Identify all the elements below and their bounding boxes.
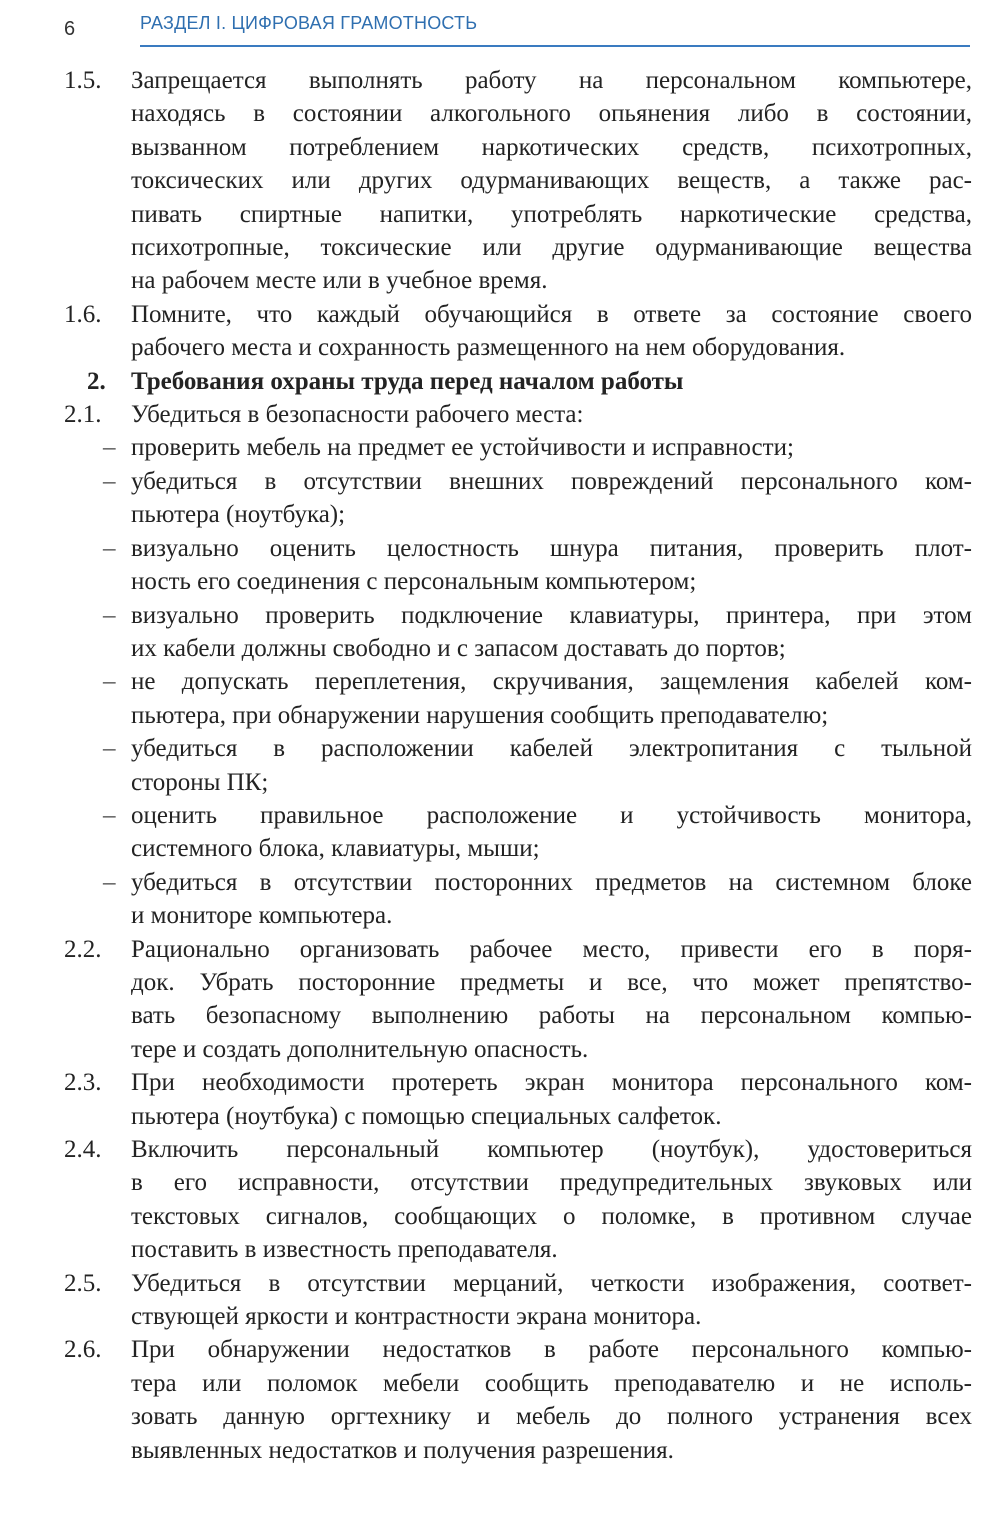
list-item xyxy=(0,599,1000,666)
numbered-item xyxy=(0,933,1000,1067)
list-item xyxy=(0,532,1000,599)
text-line: токсических или других одурманивающих веществ, а также рас- xyxy=(131,167,972,195)
text-line: зовать данную оргтехнику и мебель до полного устранения всех xyxy=(131,1403,972,1431)
text-line: пьютера (ноутбука); xyxy=(131,501,346,529)
text-line: При обнаружении недостатков в работе персонального компью- xyxy=(131,1336,972,1364)
item-number: 1.5. xyxy=(64,67,102,94)
text-line: убедиться в отсутствии посторонних предметов на системном блоке xyxy=(131,868,972,896)
text-line: вать безопасному выполнению работы на персональном компью- xyxy=(131,1002,972,1030)
numbered-item xyxy=(0,1333,1000,1467)
text-line: При необходимости протереть экран монитора персонального ком- xyxy=(131,1069,972,1097)
numbered-item xyxy=(0,298,1000,365)
heading-text: Требования охраны труда перед началом работы xyxy=(131,367,684,395)
text-line: ность его соединения с персональным компьютером; xyxy=(131,568,697,596)
item-number: 2.6. xyxy=(64,1336,102,1364)
text-line: пьютера, при обнаружении нарушения сообщить преподавателю; xyxy=(131,701,829,729)
text-line: системного блока, клавиатуры, мыши; xyxy=(131,835,540,863)
item-number: 1.6. xyxy=(64,300,102,328)
list-item xyxy=(0,431,1000,464)
text-line: Рационально организовать рабочее место, привести его в поря- xyxy=(131,935,972,963)
text-line: визуально оценить целостность шнура питания, проверить плот- xyxy=(131,534,972,562)
text-line: пьютера (ноутбука) с помощью специальных салфеток. xyxy=(131,1102,722,1130)
text-line: на рабочем месте или в учебное время. xyxy=(131,267,548,295)
text-line: убедиться в отсутствии внешних повреждений персонального ком- xyxy=(131,467,972,495)
numbered-item xyxy=(0,1133,1000,1267)
text-line: и мониторе компьютера. xyxy=(131,902,393,930)
text-line: вызванном потреблением наркотических средств, психотропных, xyxy=(131,133,972,161)
text-line: их кабели должны свободно и с запасом доставать до портов; xyxy=(131,634,786,662)
item-number: 2.2. xyxy=(64,935,102,963)
text-line: психотропные, токсические или другие одурманивающие вещества xyxy=(131,234,972,262)
item-number: 2.1. xyxy=(64,401,102,429)
text-line: находясь в состоянии алкогольного опьянения либо в состоянии, xyxy=(131,100,972,128)
numbered-item xyxy=(0,398,1000,431)
document-body xyxy=(0,64,1000,1467)
text-line: тере и создать дополнительную опасность. xyxy=(131,1035,589,1063)
text-line: не допускать переплетения, скручивания, защемления кабелей ком- xyxy=(131,668,972,696)
text-line: убедиться в расположении кабелей электропитания с тыльной xyxy=(131,735,972,763)
text-line: тера или поломок мебели сообщить преподавателю и не исполь- xyxy=(131,1369,972,1397)
text-line: оценить правильное расположение и устойчивость монитора, xyxy=(131,801,972,829)
item-number: 2.3. xyxy=(64,1069,102,1097)
text-line: ствующей яркости и контрастности экрана монитора. xyxy=(131,1303,702,1331)
dash-marker: – xyxy=(103,735,116,763)
section-title: РАЗДЕЛ I. ЦИФРОВАЯ ГРАМОТНОСТЬ xyxy=(140,13,478,33)
list-item xyxy=(0,465,1000,532)
dash-marker: – xyxy=(103,868,116,896)
text-line: визуально проверить подключение клавиатуры, принтера, при этом xyxy=(131,601,972,629)
dash-marker: – xyxy=(103,801,116,829)
item-number: 2.5. xyxy=(64,1269,102,1297)
dash-marker: – xyxy=(103,601,116,629)
list-item xyxy=(0,799,1000,866)
text-line: Убедиться в отсутствии мерцаний, четкости изображения, соответ- xyxy=(131,1269,972,1297)
text-line: пивать спиртные напитки, употреблять наркотические средства, xyxy=(131,200,972,228)
dash-marker: – xyxy=(103,434,116,462)
text-line: стороны ПК; xyxy=(131,768,269,796)
text-line: док. Убрать посторонние предметы и все, что может препятство- xyxy=(131,968,972,996)
text-line: рабочего места и сохранность размещенного на нем оборудования. xyxy=(131,334,846,362)
item-number: 2.4. xyxy=(64,1136,102,1163)
heading-number: 2. xyxy=(87,367,106,395)
dash-marker: – xyxy=(103,534,116,562)
numbered-item xyxy=(0,1267,1000,1334)
list-item xyxy=(0,866,1000,933)
text-line: поставить в известность преподавателя. xyxy=(131,1236,558,1264)
header-rule xyxy=(140,45,970,47)
text-line: текстовых сигналов, сообщающих о поломке, в противном случае xyxy=(131,1202,972,1230)
dash-marker: – xyxy=(103,467,116,495)
text-line: Запрещается выполнять работу на персональном компьютере, xyxy=(131,67,972,94)
list-item xyxy=(0,665,1000,732)
text-line: Включить персональный компьютер (ноутбук), удостовериться xyxy=(131,1136,972,1163)
numbered-item xyxy=(0,1066,1000,1133)
text-line: проверить мебель на предмет ее устойчивости и исправности; xyxy=(131,434,794,462)
section-heading xyxy=(0,365,1000,398)
page-number: 6 xyxy=(64,18,76,40)
dash-marker: – xyxy=(103,668,116,696)
text-line: Помните, что каждый обучающийся в ответе за состояние своего xyxy=(131,300,972,328)
text-line: выявленных недостатков и получения разрешения. xyxy=(131,1436,674,1464)
numbered-item xyxy=(0,64,1000,298)
text-line: в его исправности, отсутствии предупредительных звуковых или xyxy=(131,1169,972,1197)
text-line: Убедиться в безопасности рабочего места: xyxy=(131,401,584,429)
list-item xyxy=(0,732,1000,799)
